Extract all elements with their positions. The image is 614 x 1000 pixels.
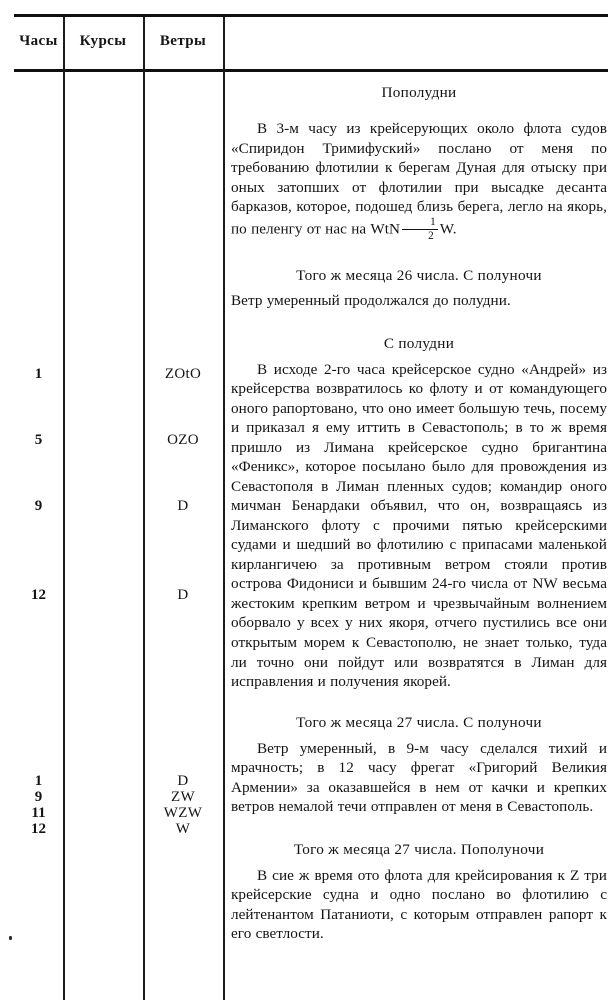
wind-cell: ZOtO <box>164 366 202 382</box>
wind-cell: D <box>177 773 189 789</box>
table-row: 1 <box>34 366 43 382</box>
column-header-hours: Часы <box>19 33 58 49</box>
wind-cell: WZW <box>163 805 203 821</box>
column-header-winds: Ветры <box>159 33 207 49</box>
section-paragraph-27-midnight: Ветр умеренный, в 9-м часу сделался тихий и мрачность; в 12 часу фрегат «Григорий Великия Армении» за оказавшейся в нем от качки и крепких ветров немалой течи отправлен от меня в Севастополь. <box>231 739 607 816</box>
fraction-one-half <box>402 217 438 242</box>
table-top-rule <box>14 14 608 17</box>
section-paragraph-26-midnight: Ветр умеренный продолжался до полудни. <box>231 292 511 310</box>
wind-cell: OZO <box>167 432 199 448</box>
section-heading-26-noon: С полудни <box>383 334 455 352</box>
log-entry-paragraph <box>231 119 607 242</box>
fraction-numerator: 1 <box>402 217 438 230</box>
fraction-denominator: 2 <box>428 229 434 242</box>
log-entry-text: В 3-м часу из крейсерующих около флота судов «Спиридон Тримифуский» послано от меня по требованию флотилии к берегам Дуная для отыску при оных затопших от флотилии при высадке десанта барказов, которое, подошед близь берега, легло на якорь, по пеленгу от нас на WtN <box>231 120 607 237</box>
section-paragraph-26-noon: В исходе 2-го часа крейсерское судно «Андрей» из крейсерства возвратилось ко флоту и от командующего оного рапортовано, что оно имеет большую течь, посему и приказал я ему иттить в Севастополь; в то ж время пришло из Лимана крейсерское судно бригантина «Феникс», которое посылано было для провождения из Севастополя в Лиман пленных судов; командир оного мичман Бенардаки объявил, что он, возвращаясь из Лиманского флоту с прочими пятью крейсерскими судами и шедший во флотилию с припасами маленькой кирлангичею за противным ветром стояли против острова Фидониси и бывшим 24-го числа от NW весьма жестоким крепким ветром и чрезвычайным волнением оборвало у всех у них якоря, отчего пустились все они открытым морем к Севастополю, не знает только, туда ли точно они пойдут или возвратятся в Лиман для исправления и получения якорей. <box>231 360 607 691</box>
column-divider-winds-text <box>223 17 225 1000</box>
table-header-rule <box>14 69 608 72</box>
wind-cell: D <box>177 587 189 603</box>
table-row: 12 <box>31 587 46 603</box>
table-row: 1 <box>34 773 43 789</box>
table-row: 9 <box>34 498 43 514</box>
table-row: 9 <box>34 789 43 805</box>
log-text-column <box>231 84 607 944</box>
column-divider-hours-courses <box>63 17 65 1000</box>
section-heading-afternoon: Пополудни <box>381 84 457 101</box>
table-row: 12 <box>31 821 46 837</box>
section-heading-27-midnight: Того ж месяца 27 числа. С полуночи <box>296 713 542 731</box>
table-row: 11 <box>31 805 46 821</box>
wind-cell: W <box>175 821 191 837</box>
wind-cell: ZW <box>171 789 195 805</box>
section-heading-26-midnight: Того ж месяца 26 числа. С полуночи <box>296 267 542 285</box>
bearing-suffix: W. <box>439 219 457 237</box>
wind-cell: D <box>177 498 189 514</box>
column-header-courses: Курсы <box>79 33 127 49</box>
section-heading-27-afternoon: Того ж месяца 27 числа. Пополуночи <box>293 840 545 858</box>
section-paragraph-27-afternoon: В сие ж время ото флота для крейсирования к Z три крейсерские судна и одно послано во флотилию с лейтенантом Патаниоти, с которым отправлен рапорт к его светлости. <box>231 866 607 943</box>
margin-speck <box>9 936 12 940</box>
table-row: 5 <box>34 432 43 448</box>
